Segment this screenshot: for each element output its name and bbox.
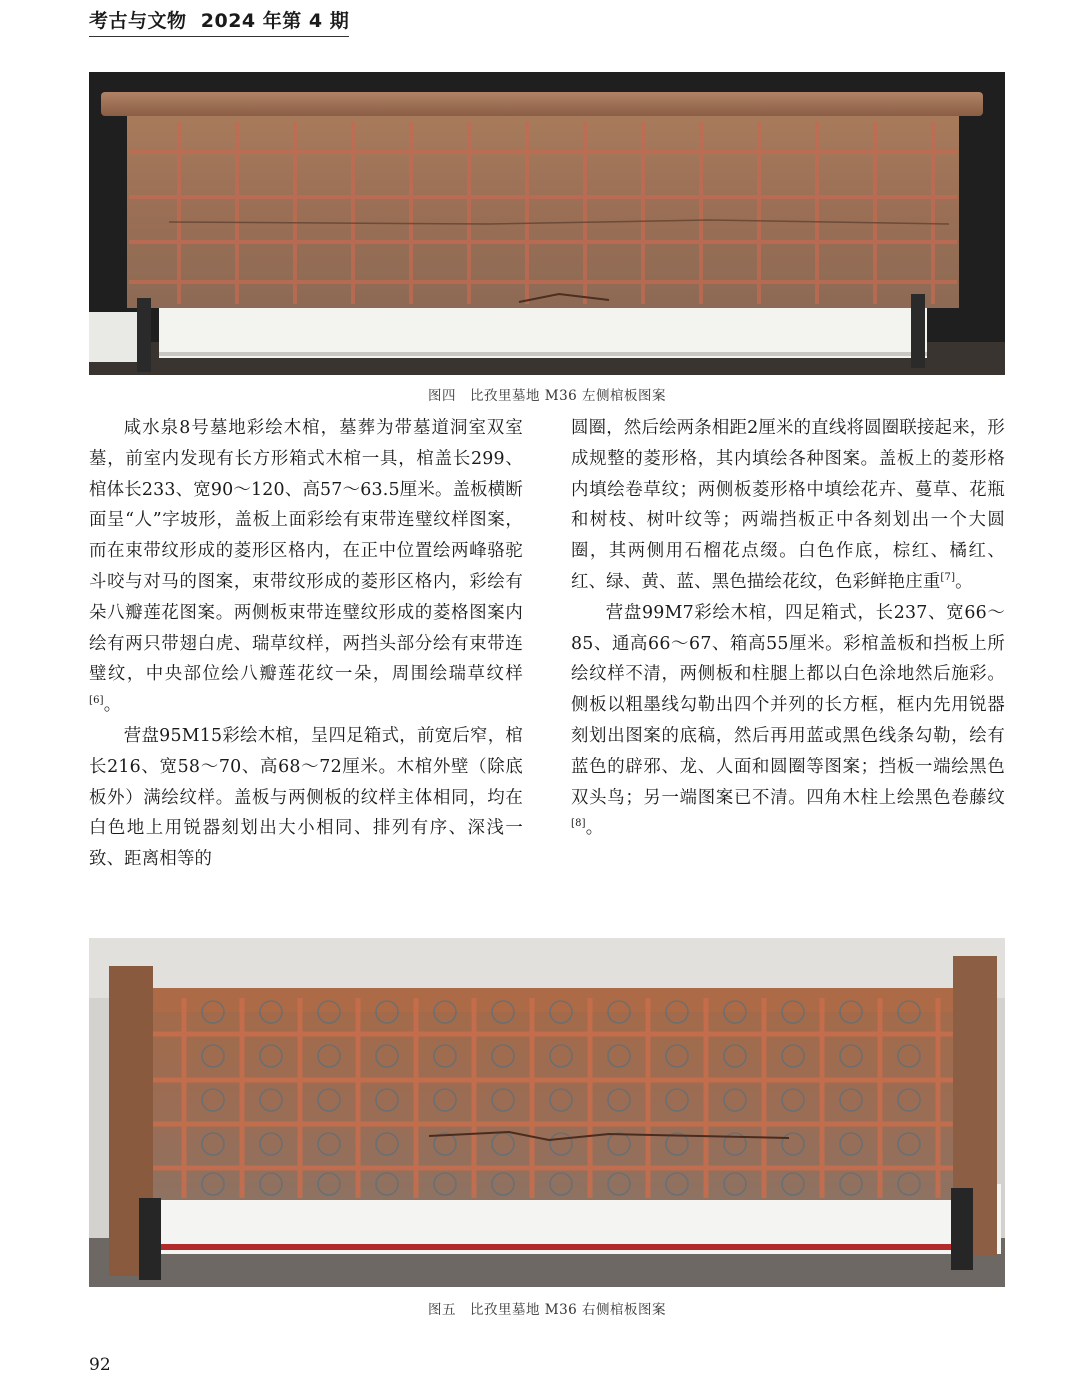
text-column-left (89, 413, 523, 875)
figure-5-photo (89, 938, 1005, 1287)
figure-4-photo (89, 72, 1005, 375)
paragraph: 营盘95M15彩绘木棺，呈四足箱式，前宽后窄，棺长216、宽58～70、高68～72厘米。木棺外壁（除底板外）满绘纹样。盖板与两侧板的纹样主体相同，均在白色地上用锐器刻划出大小相同、排列有序、深浅一致、距离相等的 (89, 725, 523, 870)
journal-title: 考古与文物 (89, 10, 187, 32)
support-post-left (137, 298, 151, 372)
coffin-lid (101, 92, 983, 116)
text-column-right (571, 413, 1005, 844)
paragraph: 咸水泉8号墓地彩绘木棺，墓葬为带墓道洞室双室墓，前室内发现有长方形箱式木棺一具，棺盖长299、棺体长233、宽90～120、高57～63.5厘米。盖板横断面呈“人”字坡形，盖板上面彩绘有束带连璧纹样图案，而在束带纹形成的菱形区格内，在正中位置绘两峰骆驼斗咬与对马的图案，束带纹形成的菱形区格内，彩绘有朵八瓣莲花图案。两侧板束带连璧纹形成的菱格图案内绘有两只带翅白虎、瑞草纹样，两挡头部分绘有束带连璧纹，中央部位绘八瓣莲花纹一朵，周围绘瑞草纹样[6]。 (89, 418, 523, 716)
figure-4-caption: 图四 比孜里墓地 M36 左侧棺板图案 (427, 388, 667, 404)
footnote-ref: [8] (571, 818, 586, 830)
footnote-ref: [6] (89, 695, 104, 707)
figure-5-caption: 图五 比孜里墓地 M36 右侧棺板图案 (427, 1302, 667, 1318)
page-number: 92 (89, 1355, 111, 1375)
running-header (89, 6, 349, 37)
footnote-ref: [7] (940, 571, 956, 583)
paragraph: 圆圈，然后绘两条相距2厘米的直线将圆圈联接起来，形成规整的菱形格，其内填绘各种图案。盖板上的菱形格内填绘卷草纹；两侧板菱形格中填绘花卉、蔓草、花瓶和树枝、树叶纹等；两端挡板正中各刻划出一个大圆圈，其两侧用石榴花点缀。白色作底，棕红、橘红、红、绿、黄、蓝、黑色描绘花纹，色彩鲜艳庄重[7]。 (571, 418, 1005, 592)
coffin-side-panel (127, 112, 959, 308)
white-support (159, 308, 927, 358)
journal-issue: 2024 年第 4 期 (200, 10, 350, 32)
paragraph: 营盘99M7彩绘木棺，四足箱式，长237、宽66～85、通高66～67、箱高55厘米。彩棺盖板和挡板上所绘纹样不清，两侧板和柱腿上都以白色涂地然后施彩。侧板以粗墨线勾勒出四个并列的长方框，框内先用锐器刻划出图案的底稿，然后再用蓝或黑色线条勾勒，绘有蓝色的辟邪、龙、人面和圆圈等图案；挡板一端绘黑色双头鸟；另一端图案已不清。四角木柱上绘黑色卷藤纹[8]。 (571, 602, 1005, 839)
support-post-right (911, 294, 925, 368)
